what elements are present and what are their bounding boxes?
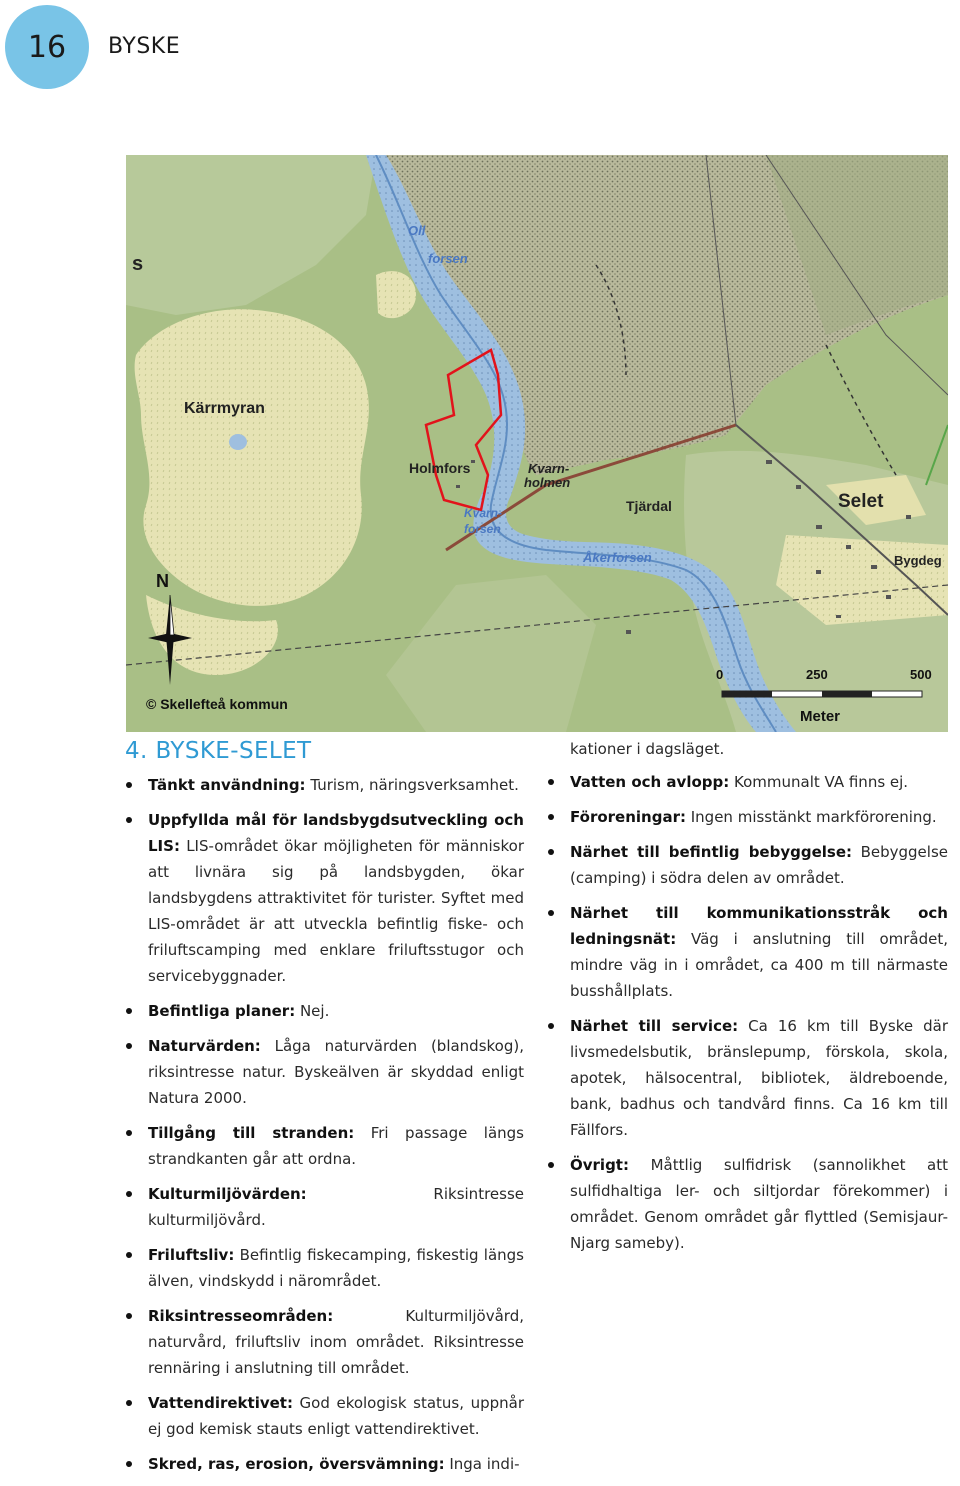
scale-unit: Meter (800, 708, 841, 725)
list-item (124, 1303, 524, 1381)
item-text: Kommunalt VA finns ej. (729, 773, 909, 791)
item-label: Vatten och avlopp: (570, 773, 730, 791)
item-label: Vattendirektivet: (148, 1394, 293, 1412)
page-header-title: BYSKE (108, 34, 181, 59)
list-item (124, 772, 524, 798)
item-label: Närhet till befintlig bebyggelse: (570, 843, 853, 861)
item-text: Befintlig fiskecamping, fiskestig längs älven, vindskydd i närområdet. (148, 1246, 524, 1290)
map-label-kvarnforsen-2: forsen (464, 522, 501, 536)
item-text: Kulturmiljövård, naturvård, friluftsliv inom området. Riksintresse rennäring i anslutning till området. (148, 1307, 524, 1377)
map-label-kvarnholmen: Kvarn- (528, 461, 570, 476)
list-item (546, 804, 948, 830)
item-text: Måttlig sulfidrisk (sannolikhet att sulfidhaltiga ler- och siltjordar förekommer) i området. Genom området går flyttled (Semisjaur-Njarg sameby). (570, 1156, 948, 1252)
item-label: Övrigt: (570, 1156, 629, 1174)
map-label-olli-forsen: forsen (428, 251, 468, 266)
scale-label-500: 500 (910, 667, 932, 682)
item-text: Fri passage längs strandkanten går att ordna. (148, 1124, 524, 1168)
list-item (124, 1451, 524, 1477)
area-map[interactable] (126, 155, 948, 732)
list-item (546, 1152, 948, 1256)
item-text: Väg i anslutning till området, mindre väg in i området, ca 400 m till närmaste busshållplats. (570, 930, 948, 1000)
map-label-holmfors: Holmfors (409, 460, 471, 476)
item-label: Riksintresseområden: (148, 1307, 334, 1325)
list-item (546, 839, 948, 891)
scale-label-0: 0 (716, 667, 724, 682)
karrmyran-open-land (135, 309, 369, 606)
list-item (124, 1390, 524, 1442)
list-item (546, 900, 948, 1004)
list-item (124, 807, 524, 989)
map-label-selet: Selet (838, 491, 884, 512)
item-label: Befintliga planer: (148, 1002, 296, 1020)
item-label: Tänkt användning: (148, 776, 306, 794)
map-label-bygdeg: Bygdeg (894, 553, 942, 568)
item-text: LIS-området ökar möjligheten för människor att livnära sig på landsbygden, ökar landsbygdens attraktivitet för turister. Syftet med LIS-området är att utveckla befintlig fiske- och friluftscamping med enklare friluftsstugor och servicebyggnader. (148, 837, 524, 985)
item-text: Inga indi- (444, 1455, 520, 1473)
list-item (546, 1013, 948, 1143)
map-label-tjardal: Tjärdal (626, 498, 672, 514)
item-text: Nej. (295, 1002, 330, 1020)
page-number: 16 (27, 29, 67, 65)
list-item (124, 1033, 524, 1111)
section-title: 4. BYSKE-SELET (125, 738, 312, 764)
map-label-kvarnholmen-2: holmen (524, 475, 571, 490)
map-label-kvarnforsen: Kvarn- (464, 506, 503, 520)
list-item (546, 769, 948, 795)
pond (229, 434, 247, 450)
item-label: Friluftsliv: (148, 1246, 235, 1264)
item-text: Turism, näringsverksamhet. (305, 776, 519, 794)
item-text: God ekologisk status, uppnår ej god kemisk stauts enligt vattendirektivet. (148, 1394, 524, 1438)
item-label: Skred, ras, erosion, översvämning: (148, 1455, 445, 1473)
right-column (546, 736, 948, 1265)
item-text: Bebyggelse (camping) i södra delen av området. (570, 843, 948, 887)
map-copyright: © Skellefteå kommun (146, 696, 288, 712)
list-item (124, 1242, 524, 1294)
right-info-list (546, 769, 948, 1256)
list-item (124, 1181, 524, 1233)
list-item (124, 998, 524, 1024)
map-label-oll: Oll (408, 223, 426, 238)
item-label: Naturvärden: (148, 1037, 261, 1055)
left-column (124, 772, 524, 1486)
item-label: Uppfyllda mål för landsbygdsutveckling och LIS: (148, 811, 524, 855)
page-number-badge (5, 5, 89, 89)
item-label: Närhet till kommunikationsstråk och ledningsnät: (570, 904, 948, 948)
item-text: Ca 16 km till Byske där livsmedelsbutik, bränslepump, förskola, skola, apotek, hälsocentral, bibliotek, äldreboende, bank, badhus och tandvård finns. Ca 16 km till Fällfors. (570, 1017, 948, 1139)
item-text: Riksintresse kulturmiljövård. (148, 1185, 524, 1229)
item-label: Tillgång till stranden: (148, 1124, 355, 1142)
map-label-karrmyran: Kärrmyran (184, 400, 265, 417)
item-label: Föroreningar: (570, 808, 686, 826)
map-canvas (126, 155, 948, 732)
continued-text: kationer i dagsläget. (570, 740, 725, 758)
item-label: Kulturmiljövärden: (148, 1185, 307, 1203)
list-item (124, 1120, 524, 1172)
map-label-akerforsen: Åkerforsen (583, 550, 652, 565)
item-label: Närhet till service: (570, 1017, 739, 1035)
north-label: N (156, 571, 169, 591)
item-text: Ingen misstänkt markförorening. (685, 808, 937, 826)
scale-label-250: 250 (806, 667, 828, 682)
left-info-list (124, 772, 524, 1477)
item-text: Låga naturvärden (blandskog), riksintresse natur. Byskeälven är skyddad enligt Natura 2000. (148, 1037, 524, 1107)
map-label-s: s (132, 253, 144, 275)
